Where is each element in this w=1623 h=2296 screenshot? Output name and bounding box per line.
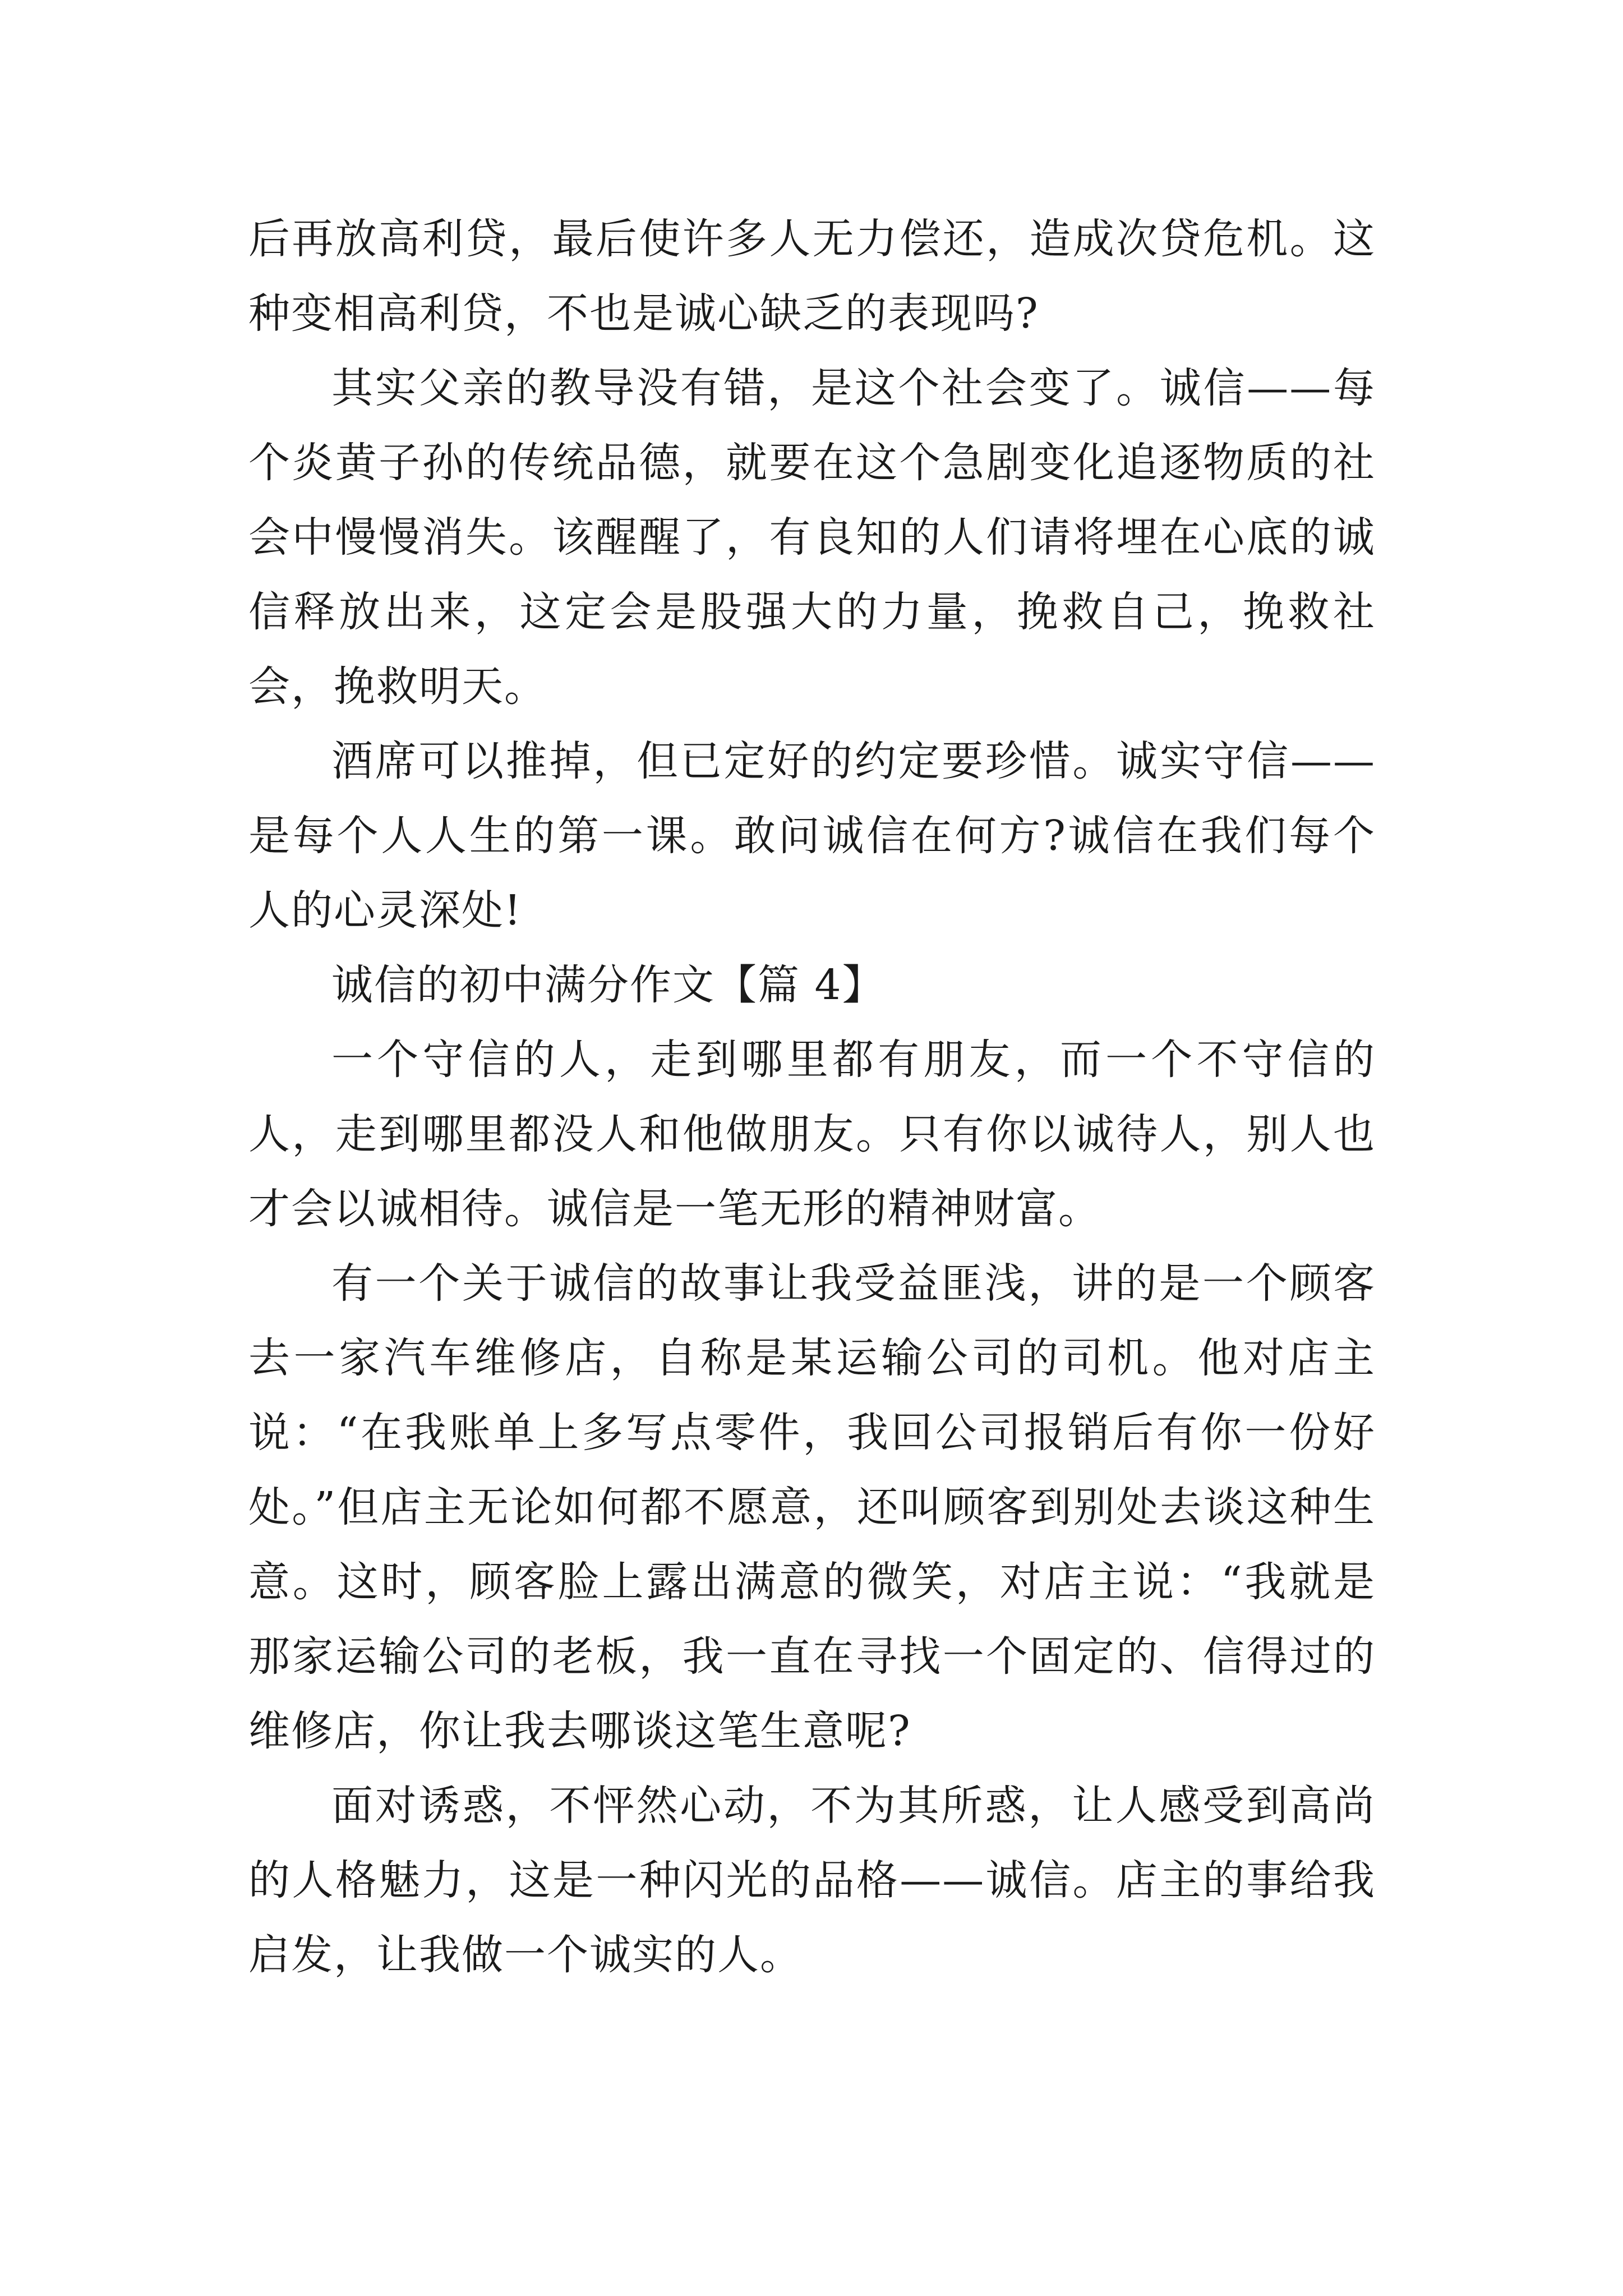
paragraph-2: 其实父亲的教导没有错，是这个社会变了。诚信——每个炎黄子孙的传统品德，就要在这个急剧变化追逐物质的社会中慢慢消失。该醒醒了，有良知的人们请将埋在心底的诚信释放出来，这定会是股强大的力量，挽救自己，挽救社会，挽救明天。 (248, 364, 1376, 711)
paragraph-5: 有一个关于诚信的故事让我受益匪浅，讲的是一个顾客去一家汽车维修店，自称是某运输公司的司机。他对店主说：“在我账单上多写点零件，我回公司报销后有你一份好处。”但店主无论如何都不愿意，还叫顾客到别处去谈这种生意。这时，顾客脸上露出满意的微笑，对店主说：“我就是那家运输公司的老板，我一直在寻找一个固定的、信得过的维修店，你让我去哪谈这笔生意呢? (248, 1259, 1376, 1755)
section-heading: 诚信的初中满分作文【篇 4】 (331, 961, 885, 1009)
paragraph-4: 一个守信的人，走到哪里都有朋友，而一个不守信的人，走到哪里都没人和他做朋友。只有你以诚待人，别人也才会以诚相待。诚信是一笔无形的精神财富。 (248, 1036, 1376, 1233)
paragraph-6: 面对诱惑，不怦然心动，不为其所惑，让人感受到高尚的人格魅力，这是一种闪光的品格——诚信。店主的事给我启发，让我做一个诚实的人。 (248, 1782, 1376, 1979)
paragraph-1: 后再放高利贷，最后使许多人无力偿还，造成次贷危机。这种变相高利贷，不也是诚心缺乏的表现吗? (248, 215, 1376, 338)
document-body (248, 202, 1376, 1993)
paragraph-3: 酒席可以推掉，但已定好的约定要珍惜。诚实守信——是每个人人生的第一课。敢问诚信在何方?诚信在我们每个人的心灵深处! (248, 737, 1376, 935)
